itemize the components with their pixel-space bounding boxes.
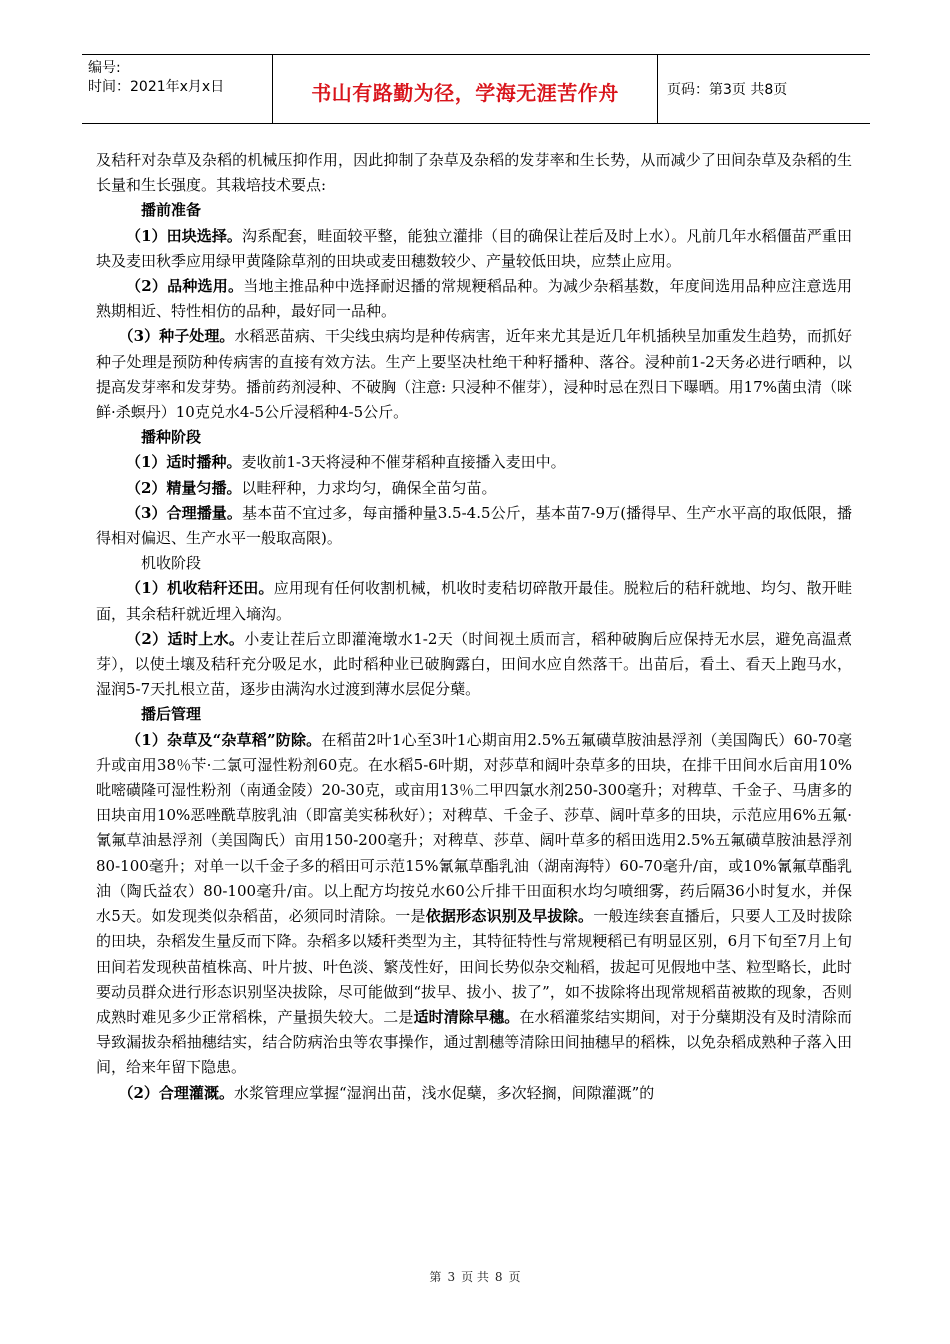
footer-page-number: 3 [447,1270,456,1284]
section-heading: 播种阶段 [141,428,202,447]
paragraph [96,627,852,703]
document-number: 编号: [88,60,121,76]
intro-paragraph: 及秸秆对杂草及杂稻的机械压抑作用，因此抑制了杂草及杂稻的发芽率和生长势，从而减少了田间杂草及杂稻的生长量和生长强度。其栽培技术要点: [96,151,852,195]
paragraph [96,274,852,324]
header-divider [657,55,658,123]
section-heading: 播前准备 [141,201,202,220]
item-heading: （3）合理播量。 [126,503,242,522]
page-footer [0,1268,950,1285]
item-text: 水稻恶苗病、干尖线虫病均是种传病害，近年来尤其是近几年机插秧呈加重发生趋势，而抓好种子处理是预防种传病害的直接有效方法。生产上要坚决杜绝干种籽播种、落谷。浸种前1-2天务必进行晒种，以提高发芽率和发芽势。播前药剂浸种、不破胸（注意: 只浸种不催芽），浸种时忌在烈日下曝晒。用17%菌虫清（咪鲜·杀螟丹）10克兑水4-5公斤浸稻种4-5公斤。 [96,327,852,422]
footer-text: 页 [508,1270,521,1284]
item-heading: （3）种子处理。 [118,327,235,346]
item-heading: （1）适时播种。 [126,453,242,472]
item-heading: （2）品种选用。 [126,277,244,296]
item-heading: （2）精量匀播。 [126,478,242,497]
item-text: 在稻苗2叶1心至3叶1心期亩用2.5%五氟磺草胺油悬浮剂（美国陶氏）60-70毫升或亩用38％苄·二氯可湿性粉剂60克。在水稻5-6叶期，对莎草和阔叶杂草多的田块，在排干田间水后亩用10%吡嘧磺隆可湿性粉剂（南通金陵）20-30克，或亩用13％二甲四氯水剂250-300毫升；对稗草、千金子、马唐多的田块亩用10%恶唑酰草胺乳油（即富美实秭秋好）；对稗草、千金子、莎草、阔叶草多的田块，示范应用6%五氟·氰氟草油悬浮剂（美国陶氏）亩用150-200毫升；对稗草、莎草、阔叶草多的稻田选用2.5%五氟磺草胺油悬浮剂80-100毫升；对单一以千金子多的稻田可示范15%氰氟草酯乳油（湖南海特）60-70毫升/亩，或10%氰氟草酯乳油（陶氏益农）80-100毫升/亩。以上配方均按兑水60公斤排干田面积水均匀喷细雾，药后隔36小时复水，并保水5天。如发现类似杂稻苗，必须同时清除。一是 [96,730,852,926]
item-heading: （1）田块选择。 [126,226,242,245]
paragraph [96,728,852,1081]
document-body [96,148,852,1106]
item-text: 麦收前1-3天将浸种不催芽稻种直接播入麦田中。 [241,453,566,472]
item-text: 以畦秤种，力求均匀，确保全苗匀苗。 [241,478,497,497]
item-text: 在水稻灌浆结实期间，对于分蘖期没有及时清除而导致漏拔杂稻抽穗结实，结合防病治虫等农事操作，通过割穗等清除田间抽穗早的稻株，以免杂稻成熟种子落入田间，给来年留下隐患。 [96,1007,852,1077]
item-heading: （1）机收秸秆还田。 [126,579,274,598]
paragraph [96,224,852,274]
section-heading: 机收阶段 [141,554,202,573]
paragraph [96,501,852,551]
header-meta [88,59,224,97]
page-header [82,54,870,124]
item-heading: （2）合理灌溉。 [118,1083,234,1102]
item-text: 应用现有任何收割机械，机收时麦秸切碎散开最佳。脱粒后的秸秆就地、均匀、散开畦面，其余秸秆就近埋入墒沟。 [96,579,852,623]
item-text: 沟系配套，畦面较平整，能独立灌排（目的确保让茬后及时上水）。凡前几年水稻僵苗严重田块及麦田秋季应用绿甲黄隆除草剂的田块或麦田穗数较少、产量较低田块，应禁止应用。 [96,226,852,270]
inline-bold: 适时清除早穗。 [413,1007,520,1026]
inline-bold: 依据形态识别及早拔除。 [425,907,594,926]
item-text: 水浆管理应掌握“湿润出苗，浅水促蘖，多次轻搁，间隙灌溉”的 [233,1083,655,1102]
item-text: 小麦让茬后立即灌淹墩水1-2天（时间视土质而言，稻种破胸后应保持无水层，避免高温煮芽），以使土壤及秸秆充分吸足水，此时稻种业已破胸露白，田间水应自然落干。出苗后，看土、看天上跑马水，湿润5-7天扎根立苗，逐步由满沟水过渡到薄水层促分蘖。 [96,629,852,699]
footer-text: 第 [429,1270,442,1284]
paragraph [96,324,852,425]
item-heading: （2）适时上水。 [126,629,245,648]
header-motto: 书山有路勤为径，学海无涯苦作舟 [311,81,619,105]
document-date: 时间：2021年x月x日 [88,79,225,95]
footer-text: 页 共 [461,1270,489,1284]
section-heading: 播后管理 [141,705,202,724]
paragraph [96,576,852,626]
item-text: 一般连续套直播后，只要人工及时拔除的田块，杂稻发生量反而下降。杂稻多以矮秆类型为主，其特征特性与常规粳稻已有明显区别，6月下旬至7月上旬田间若发现秧苗植株高、叶片披、叶色淡、繁茂性好，田间长势似杂交籼稻，拔起可见假地中茎、粒型略长，此时要动员群众进行形态识别坚决拔除，尽可能做到“拔早、拔小、拔了”，如不拔除将出现常规稻苗被欺的现象，否则成熟时难见多少正常稻株，产量损失较大。二是 [96,907,852,1026]
item-text: 基本苗不宜过多，每亩播种量3.5-4.5公斤，基本苗7-9万(播得早、生产水平高的取低限，播得相对偏迟、生产水平一般取高限)。 [96,503,852,548]
header-page-indicator: 页码：第3页 共8页 [667,82,788,98]
paragraph [96,476,852,501]
item-text: 当地主推品种中选择耐迟播的常规粳稻品种。为减少杂稻基数，年度间选用品种应注意选用熟期相近、特性相仿的品种，最好同一品种。 [96,277,852,321]
footer-total-pages: 8 [494,1270,503,1284]
paragraph [96,1081,852,1106]
item-heading: （1）杂草及“杂草稻”防除。 [126,730,322,749]
paragraph [96,450,852,475]
